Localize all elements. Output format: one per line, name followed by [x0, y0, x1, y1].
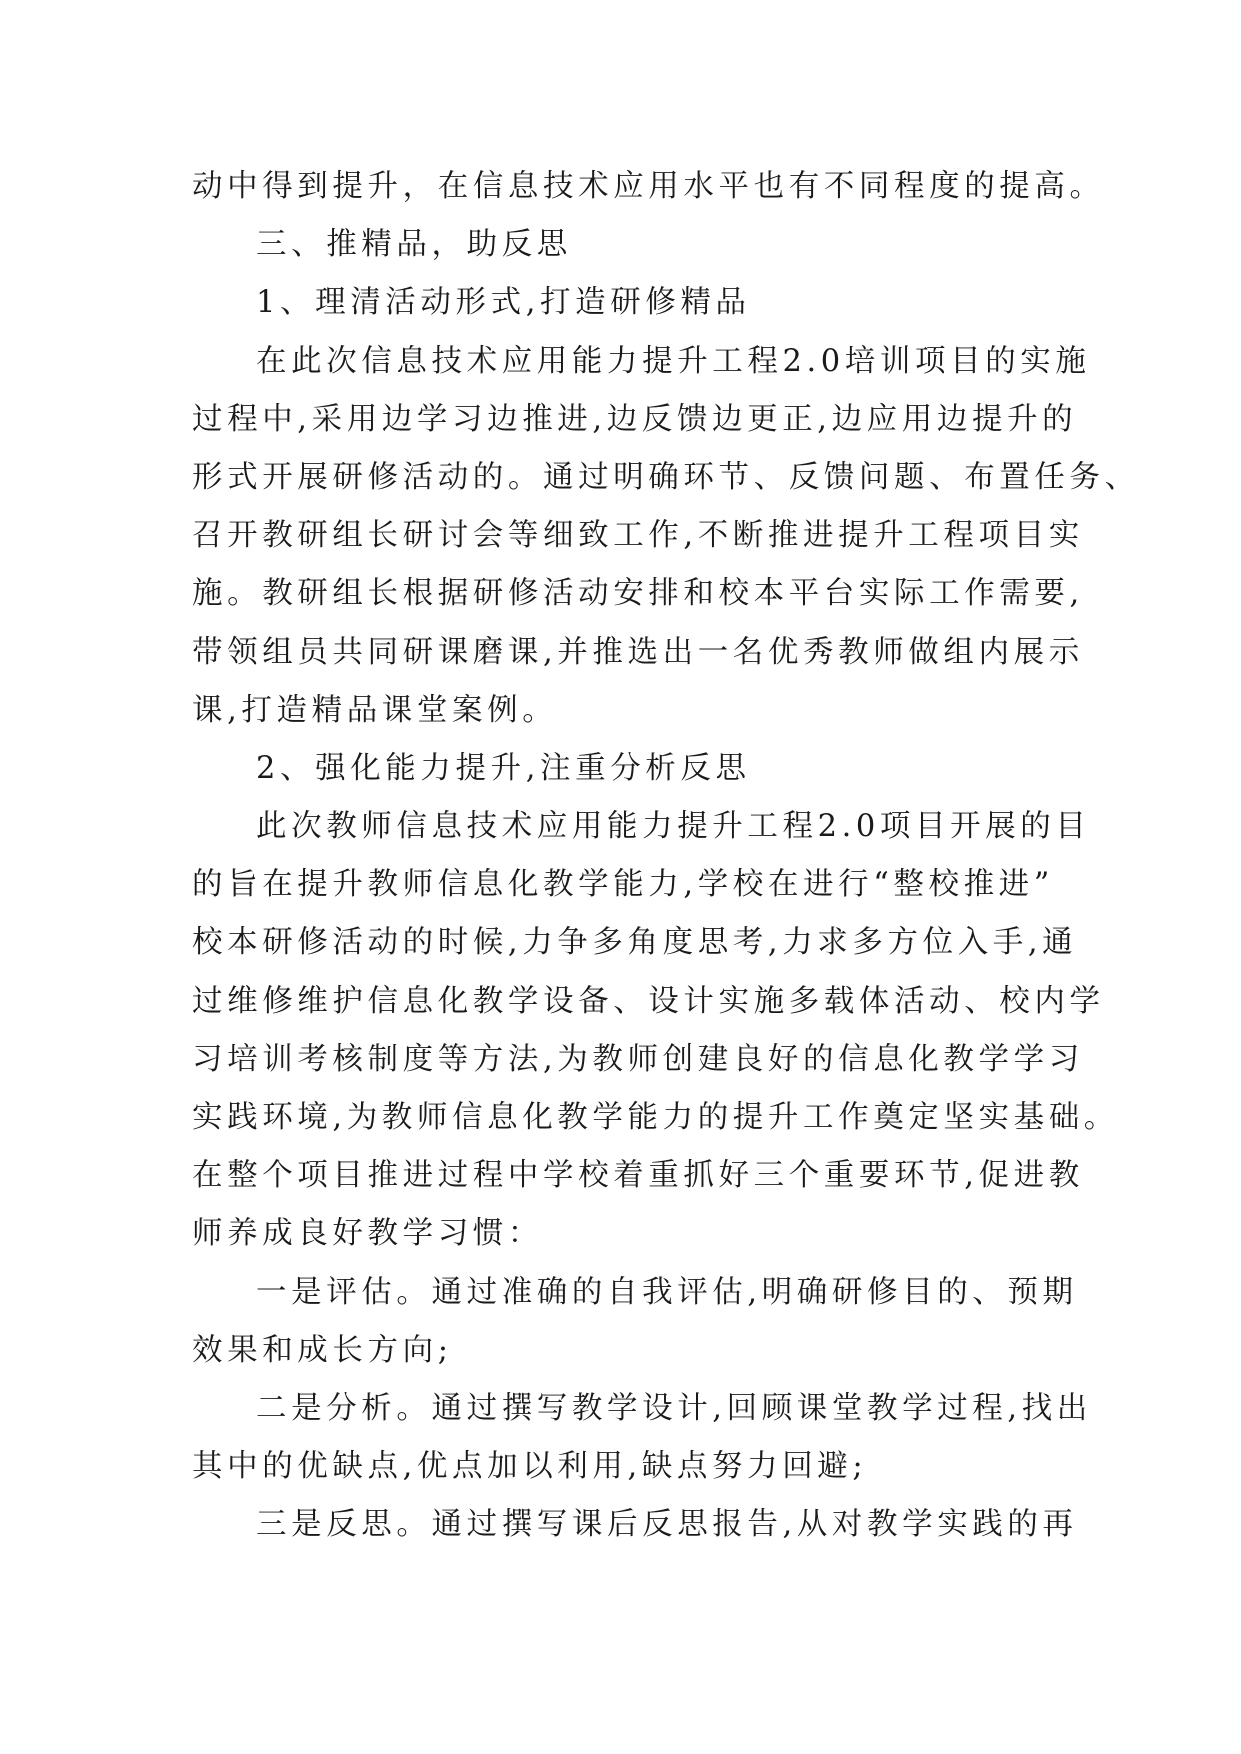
text-line: 召开教研组长研讨会等细致工作,不断推进提升工程项目实 [192, 518, 1084, 554]
text-line: 动中得到提升，在信息技术应用水平也有不同程度的提高。 [192, 169, 1105, 204]
paragraph-start-line: 三是反思。通过撰写课后反思报告,从对教学实践的再 [256, 1507, 1078, 1543]
subsection-heading: 1、理清活动形式,打造研修精品 [256, 285, 751, 321]
paragraph-start-line: 此次教师信息技术应用能力提升工程2.0项目开展的目 [256, 809, 1091, 845]
section-heading: 三、推精品，助反思 [256, 227, 572, 263]
text-line: 形式开展研修活动的。通过明确环节、反馈问题、布置任务、 [192, 459, 1140, 495]
text-line: 习培训考核制度等方法,为教师创建良好的信息化教学学习 [192, 1041, 1084, 1077]
text-line: 带领组员共同研课磨课,并推选出一名优秀教师做组内展示 [192, 634, 1084, 670]
paragraph-start-line: 二是分析。通过撰写教学设计,回顾课堂教学过程,找出 [256, 1390, 1092, 1426]
paragraph-start-line: 在此次信息技术应用能力提升工程2.0培训项目的实施 [256, 343, 1091, 379]
document-body [192, 158, 1140, 1555]
text-line: 的旨在提升教师信息化教学能力,学校在进行“整校推进” [192, 867, 1054, 903]
paragraph-start-line: 一是评估。通过准确的自我评估,明确研修目的、预期 [256, 1274, 1078, 1310]
text-line: 实践环境,为教师信息化教学能力的提升工作奠定坚实基础。 [192, 1100, 1119, 1135]
text-line: 其中的优缺点,优点加以利用,缺点努力回避; [192, 1449, 868, 1485]
text-line: 过程中,采用边学习边推进,边反馈边更正,边应用边提升的 [192, 401, 1078, 437]
text-line: 过维修维护信息化教学设备、设计实施多载体活动、校内学 [192, 983, 1105, 1019]
text-line: 课,打造精品课堂案例。 [192, 692, 558, 728]
text-line: 在整个项目推进过程中学校着重抓好三个重要环节,促进教 [192, 1158, 1084, 1194]
text-line: 师养成良好教学习惯： [192, 1216, 543, 1252]
text-line: 效果和成长方向; [192, 1332, 453, 1368]
text-line: 校本研修活动的时候,力争多角度思考,力求多方位入手,通 [192, 925, 1078, 961]
text-line: 施。教研组长根据研修活动安排和校本平台实际工作需要, [192, 576, 1084, 612]
subsection-heading: 2、强化能力提升,注重分析反思 [256, 750, 751, 786]
